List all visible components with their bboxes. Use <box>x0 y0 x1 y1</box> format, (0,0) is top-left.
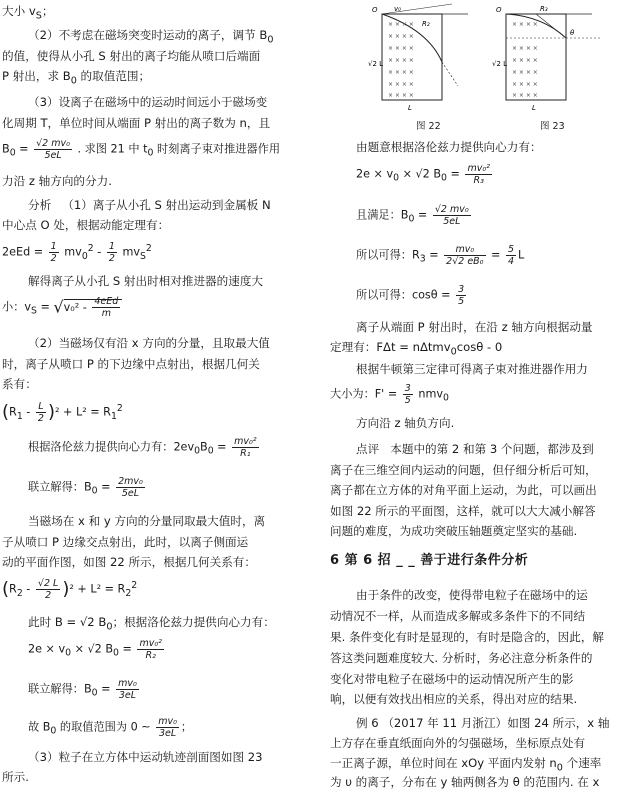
equation-line: 联立解得：$B_0$ = $\frac{\text{2mv₀}}{5eL}$ <box>28 476 143 499</box>
equation-line: $2e \times v_0 \times √2$ $B_0$ = $\frac{\text{mv₀²}}{\text{R₃}}$ <box>356 163 490 186</box>
fraction: $\frac{\text{mv₀²}}{\text{R₁}}$ <box>234 436 257 459</box>
text-line: 分析 （1）离子从小孔 S 射出运动到金属板 N <box>28 198 271 212</box>
equation-line: ($R_1$ - $\frac{L}{2}$ )$^2 + L^2 = R_1^2$ <box>2 401 123 425</box>
equation-line: $2e \times v_0 \times √2$ $B_0$ = $\frac{\text{mv₀²}}{\text{R₂}}$ <box>28 638 162 661</box>
fraction: $\frac{1}{2}$ <box>108 241 115 265</box>
figure-23 <box>492 2 602 114</box>
l-label: L <box>532 104 536 112</box>
r2-label: R₂ <box>422 20 430 28</box>
text-line: 动情况不一样，从而造成多解或多条件下的不同结 <box>330 609 586 623</box>
text-line: 答这类问题难度较大. 分析时，务必注意分析条件的 <box>330 651 593 665</box>
magnetic-field-crosses <box>512 21 538 99</box>
section-title: 6 第 6 招 _ _ 善于进行条件分析 <box>330 553 529 568</box>
fraction: $\frac{\text{√2 mv₀}}{5eL}$ <box>434 204 469 227</box>
fraction: $\frac{L}{2}$ <box>37 401 44 425</box>
text-line: 离子都在立方体的对角平面上运动，为此，可以画出 <box>330 483 597 497</box>
svg-text:× × × ×: × × × × <box>388 81 414 88</box>
text-line: 此时 B = √2 $B_0$；根据洛伦兹力提供向心力有： <box>28 615 275 633</box>
text-line: 离子从端面 P 射出时，在沿 z 轴方向根据动量 <box>356 320 593 334</box>
text-line: 如图 22 所示的平面图，这样，就可以大大减小解答 <box>330 504 596 518</box>
svg-text:× × × ×: × × × × <box>512 21 538 28</box>
equation-line: 故 $B_0$ 的取值范围为 0 ~ $\frac{\text{mv₀}}{3eL}$ ； <box>28 716 193 739</box>
svg-text:× × × ×: × × × × <box>512 69 538 76</box>
fraction: $\frac{\text{4eEd}}{m}$ <box>94 296 119 319</box>
text-line: 上方存在垂直纸面向外的匀强磁场，坐标原点处有 <box>330 736 586 750</box>
v0-label: v₀ <box>394 5 401 13</box>
text-line: 根据牛顿第三定律可得离子束对推进器作用力 <box>356 362 588 376</box>
svg-text:× × × ×: × × × × <box>388 21 414 28</box>
fraction: $\frac{\text{mv₀}}{\text{2√2 eB₀}}$ <box>446 244 484 267</box>
r3-label: R₃ <box>540 5 548 13</box>
text-line: （2）当磁场仅有沿 x 方向的分量，且取最大值 <box>28 336 270 350</box>
text-line: 一正离子源，单位时间在 xOy 平面内发射 $n_0$ 个速率 <box>330 756 602 774</box>
text-line: 响，以便有效找出相应的关系，得出对应的结果. <box>330 692 578 706</box>
text-line: 时，离子从喷口 P 的下边缘中点射出，根据几何关 <box>2 357 260 371</box>
equation-line: 联立解得：$B_0$ = $\frac{\text{mv₀}}{3eL}$ <box>28 678 137 701</box>
equation-line: 所以可得：$R_3$ = $\frac{\text{mv₀}}{\text{2√2 eB₀}}$ = $\frac{5}{4}$ L <box>356 244 525 267</box>
text-line: 问题的难度，为成功突破压轴题奠定坚实的基础. <box>330 524 578 538</box>
text-line: 子从喷口 P 边缘交点射出，此时，以离子侧面运 <box>2 535 249 549</box>
text-line: 力沿 z 轴方向的分力. <box>2 174 112 188</box>
equation-line: $B_0$ = $\frac{\text{√2 mv₀}}{5eL}$ . 求图 21 中 $t_0$ 时刻离子束对推进器作用 <box>2 138 281 161</box>
l-label: L <box>408 104 412 112</box>
equation-line: 根据洛伦兹力提供向心力有：$2ev_0B_0$ = $\frac{\text{mv₀²}}{\text{R₁}}$ <box>28 436 257 459</box>
fraction: $\frac{\text{mv₀²}}{\text{R₂}}$ <box>139 638 162 661</box>
figure-23-caption: 图 23 <box>540 121 565 132</box>
svg-text:× × × ×: × × × × <box>512 45 538 52</box>
fraction: $\frac{3}{5}$ <box>404 383 411 406</box>
text-line: 例 6 （2017 年 11 月浙江）如图 24 所示，x 轴 <box>356 716 610 730</box>
text-line: 由于条件的改变，使得带电粒子在磁场中的运 <box>356 588 588 602</box>
text-line: 化周期 T，单位时间从端面 P 射出的离子数为 n，且 <box>2 116 271 130</box>
text-line: 为 υ 的离子，分布在 y 轴两侧各为 θ 的范围内. 在 x <box>330 775 600 789</box>
fraction: $\frac{\text{mv₀}}{3eL}$ <box>118 678 137 701</box>
equation-line: 且满足：$B_0$ = $\frac{\text{√2 mv₀}}{5eL}$ <box>356 204 469 227</box>
text-line: 点评 本题中的第 2 和第 3 个问题，都涉及到 <box>356 442 594 456</box>
svg-text:× × × ×: × × × × <box>388 33 414 40</box>
fraction: $\frac{√2 L}{2}$ <box>37 578 59 602</box>
fraction: $\frac{1}{2}$ <box>50 241 57 265</box>
text-line: 由题意根据洛伦兹力提供向心力有： <box>356 140 542 154</box>
text-line: 当磁场在 x 和 y 方向的分量同取最大值时，离 <box>28 514 266 528</box>
text-line: （3）设离子在磁场中的运动时间远小于磁场变 <box>28 95 268 109</box>
text-line: 果. 条件变化有时是显现的，有时是隐含的，因此，解 <box>330 630 605 644</box>
magnetic-field-crosses <box>388 21 414 99</box>
text-line: 中心点 O 处，根据动能定理有： <box>2 218 170 232</box>
equation-line: ($R_2$ - $\frac{√2 L}{2}$ )$^2 + L^2 = R_2^2$ <box>2 578 138 602</box>
text-line: P 射出，求 $B_0$ 的取值范围； <box>2 69 151 87</box>
text-line: 的值，使得从小孔 S 射出的离子均能从喷口后端面 <box>2 49 261 63</box>
equation-line: 小：$v_S = √v_0^2$ - $\frac{\text{4eEd}}{m}$ <box>2 296 122 321</box>
text-line: 大小 $v_S$； <box>2 4 54 22</box>
text-line: 动的平面作图，如图 22 所示，根据几何关系有： <box>2 555 256 569</box>
svg-text:× × × ×: × × × × <box>512 92 538 99</box>
text-line: 离子在三维空间内运动的问题，但仔细分析后可知， <box>330 463 597 477</box>
sqrt2l-label: √2 L <box>492 60 508 68</box>
text-line: 所示. <box>2 770 29 784</box>
equation-line: 2eEd = $\frac{1}{2}$ $mv_0^2$ - $\frac{1}{2}$ $mv_S^2$ <box>2 241 152 265</box>
fraction: $\frac{5}{4}$ <box>508 244 515 267</box>
svg-text:× × × ×: × × × × <box>388 45 414 52</box>
svg-text:× × × ×: × × × × <box>388 57 414 64</box>
text-line: 系有： <box>2 377 37 391</box>
svg-text:× × × ×: × × × × <box>512 57 538 64</box>
equation-line: 所以可得：cosθ = $\frac{3}{5}$ <box>356 284 465 307</box>
fraction: $\frac{3}{5}$ <box>458 284 465 307</box>
fraction: $\frac{\text{2mv₀}}{5eL}$ <box>118 476 143 499</box>
origin-label: O <box>372 6 378 14</box>
figure-22 <box>368 2 468 114</box>
svg-text:× × × ×: × × × × <box>512 81 538 88</box>
origin-label: O <box>496 6 502 14</box>
equation-line: 大小为：F' = $\frac{3}{5}$ nmv$_0$ <box>330 383 449 406</box>
svg-text:× × × ×: × × × × <box>388 69 414 76</box>
text-line: （2）不考虑在磁场突变时运动的离子，调节 $B_0$ <box>28 28 274 46</box>
text-line: 方向沿 z 轴负方向. <box>356 416 455 430</box>
text-line: 定理有：FΔt = nΔtmv$_0$cosθ - 0 <box>330 340 503 358</box>
text-line: 解得离子从小孔 S 射出时相对推进器的速度大 <box>28 274 264 288</box>
fraction: $\frac{\text{mv₀²}}{\text{R₃}}$ <box>467 163 490 186</box>
text-line: 变化对带电粒子在磁场中的运动情况所产生的影 <box>330 672 574 686</box>
fraction: $\frac{\text{mv₀}}{3eL}$ <box>158 716 177 739</box>
fraction: $\frac{\text{√2 mv₀}}{5eL}$ <box>36 138 70 161</box>
sqrt2l-label: √2 L <box>368 60 384 68</box>
theta-label: θ <box>570 29 575 37</box>
svg-text:× × × ×: × × × × <box>388 92 414 99</box>
figure-22-caption: 图 22 <box>416 121 441 132</box>
text-line: （3）粒子在立方体中运动轨迹剖面图如图 23 <box>28 750 263 764</box>
